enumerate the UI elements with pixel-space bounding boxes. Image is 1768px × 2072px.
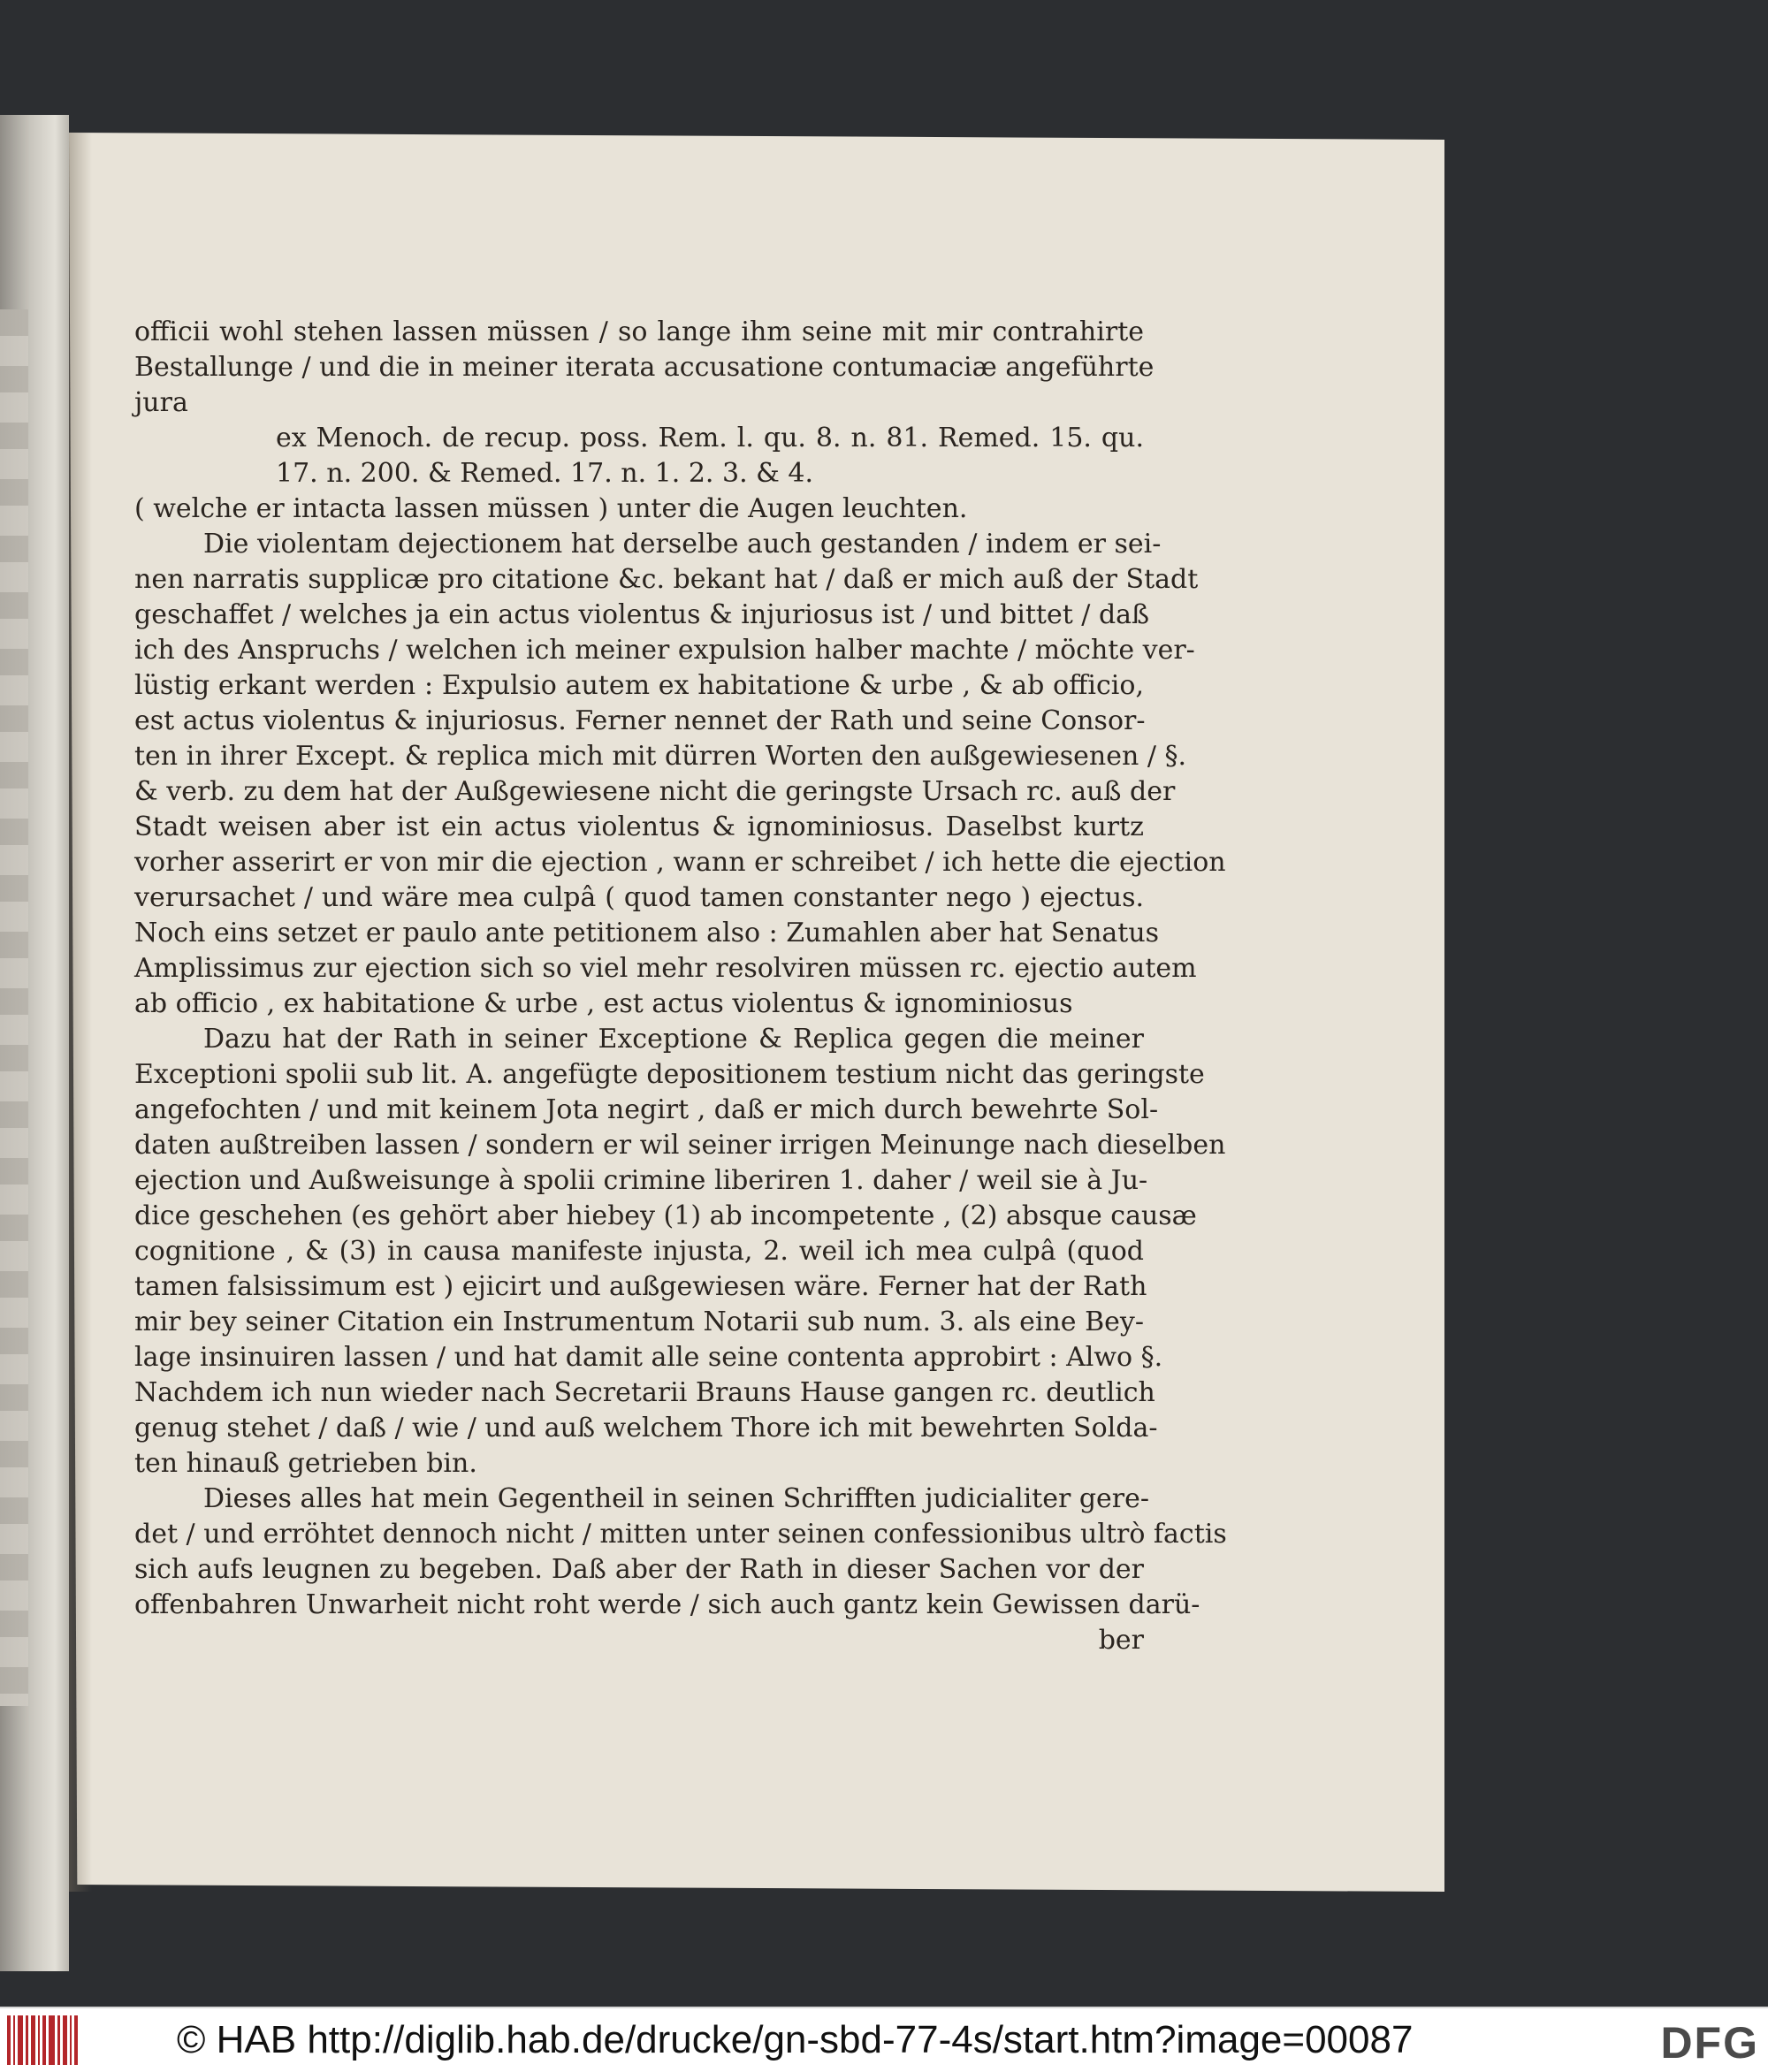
source-url[interactable]: © HAB http://diglib.hab.de/drucke/gn-sbd-77-4s/start.htm?image=00087 bbox=[177, 2018, 1414, 2061]
text-line: det / und erröhtet dennoch nicht / mitten unter seinen confessionibus ultrò factis bbox=[134, 1519, 1227, 1550]
text-line: ( welche er intacta lassen müssen ) unter die Augen leuchten. bbox=[134, 493, 968, 524]
text-line: genug stehet / daß / wie / und auß welchem Thore ich mit bewehrten Solda- bbox=[134, 1413, 1158, 1444]
text-line: tamen falsissimum est ) ejicirt und außgewiesen wäre. Ferner hat der Rath bbox=[134, 1271, 1147, 1302]
hab-barcode-icon bbox=[7, 2015, 78, 2065]
text-line: angefochten / und mit keinem Jota negirt , daß er mich durch bewehrte Sol- bbox=[134, 1094, 1159, 1125]
text-line: Noch eins setzet er paulo ante petitionem also : Zumahlen aber hat Senatus bbox=[134, 918, 1160, 948]
page-text bbox=[134, 315, 1227, 1658]
text-line: dice geschehen (es gehört aber hiebey (1) ab incompetente , (2) absque causæ bbox=[134, 1200, 1197, 1231]
text-line: ten hinauß getrieben bin. bbox=[134, 1448, 477, 1479]
paragraph-start-line: Die violentam dejectionem hat derselbe auch gestanden / indem er sei- bbox=[203, 529, 1162, 560]
text-line: lage insinuiren lassen / und hat damit alle seine contenta approbirt : Alwo §. bbox=[134, 1342, 1163, 1373]
text-line: jura bbox=[134, 387, 188, 418]
text-line: daten außtreiben lassen / sondern er wil seiner irrigen Meinunge nach dieselben bbox=[134, 1130, 1226, 1161]
text-line: verursachet / und wäre mea culpâ ( quod tamen constanter nego ) ejectus. bbox=[134, 882, 1144, 913]
paragraph-start-line: Dazu hat der Rath in seiner Exceptione & Replica gegen die meiner bbox=[203, 1024, 1144, 1055]
text-line: Nachdem ich nun wieder nach Secretarii Brauns Hause gangen rc. deutlich bbox=[134, 1377, 1155, 1408]
text-line: & verb. zu dem hat der Außgewiesene nicht die geringste Ursach rc. auß der bbox=[134, 776, 1176, 807]
text-line: Stadt weisen aber ist ein actus violentus & ignominiosus. Daselbst kurtz bbox=[134, 811, 1144, 842]
text-line: geschaffet / welches ja ein actus violentus & injuriosus ist / und bittet / daß bbox=[134, 599, 1150, 630]
text-line: est actus violentus & injuriosus. Ferner nennet der Rath und seine Consor- bbox=[134, 705, 1146, 736]
text-line: offenbahren Unwarheit nicht roht werde / sich auch gantz kein Gewissen darü- bbox=[134, 1589, 1200, 1620]
text-line: lüstig erkant werden : Expulsio autem ex habitatione & urbe , & ab officio, bbox=[134, 670, 1144, 701]
text-line: Bestallunge / und die in meiner iterata accusatione contumaciæ angeführte bbox=[134, 352, 1155, 383]
text-line: nen narratis supplicæ pro citatione &c. bekant hat / daß er mich auß der Stadt bbox=[134, 564, 1199, 595]
citation-line: ex Menoch. de recup. poss. Rem. l. qu. 8. n. 81. Remed. 15. qu. bbox=[276, 423, 1144, 453]
text-line: officii wohl stehen lassen müssen / so lange ihm seine mit mir contrahirte bbox=[134, 316, 1144, 347]
text-line: cognitione , & (3) in causa manifeste injusta, 2. weil ich mea culpâ (quod bbox=[134, 1236, 1144, 1267]
text-line: sich aufs leugnen zu begeben. Daß aber der Rath in dieser Sachen vor der bbox=[134, 1554, 1144, 1585]
footer-bar bbox=[0, 2007, 1768, 2072]
left-page-fragment bbox=[0, 309, 28, 1706]
text-line: mir bey seiner Citation ein Instrumentum Notarii sub num. 3. als eine Bey- bbox=[134, 1306, 1144, 1337]
page-gutter-shadow bbox=[69, 133, 92, 1892]
catchword: ber bbox=[1098, 1625, 1144, 1656]
text-line: Amplissimus zur ejection sich so viel mehr resolviren müssen rc. ejectio autem bbox=[134, 953, 1197, 984]
citation-line: 17. n. 200. & Remed. 17. n. 1. 2. 3. & 4. bbox=[276, 458, 814, 489]
text-line: ejection und Außweisunge à spolii crimine liberiren 1. daher / weil sie à Ju- bbox=[134, 1165, 1148, 1196]
text-line: ten in ihrer Except. & replica mich mit dürren Worten den außgewiesenen / §. bbox=[134, 741, 1186, 772]
text-line: Exceptioni spolii sub lit. A. angefügte depositionem testium nicht das geringste bbox=[134, 1059, 1205, 1090]
paragraph-start-line: Dieses alles hat mein Gegentheil in seinen Schrifften judicialiter gere- bbox=[203, 1483, 1150, 1514]
dfg-logo: DFG bbox=[1660, 2018, 1759, 2068]
text-line: ich des Anspruchs / welchen ich meiner expulsion halber machte / möchte ver- bbox=[134, 635, 1195, 666]
text-line: ab officio , ex habitatione & urbe , est actus violentus & ignominiosus bbox=[134, 988, 1073, 1019]
text-line: vorher asserirt er von mir die ejection , wann er schreibet / ich hette die ejection bbox=[134, 847, 1226, 878]
